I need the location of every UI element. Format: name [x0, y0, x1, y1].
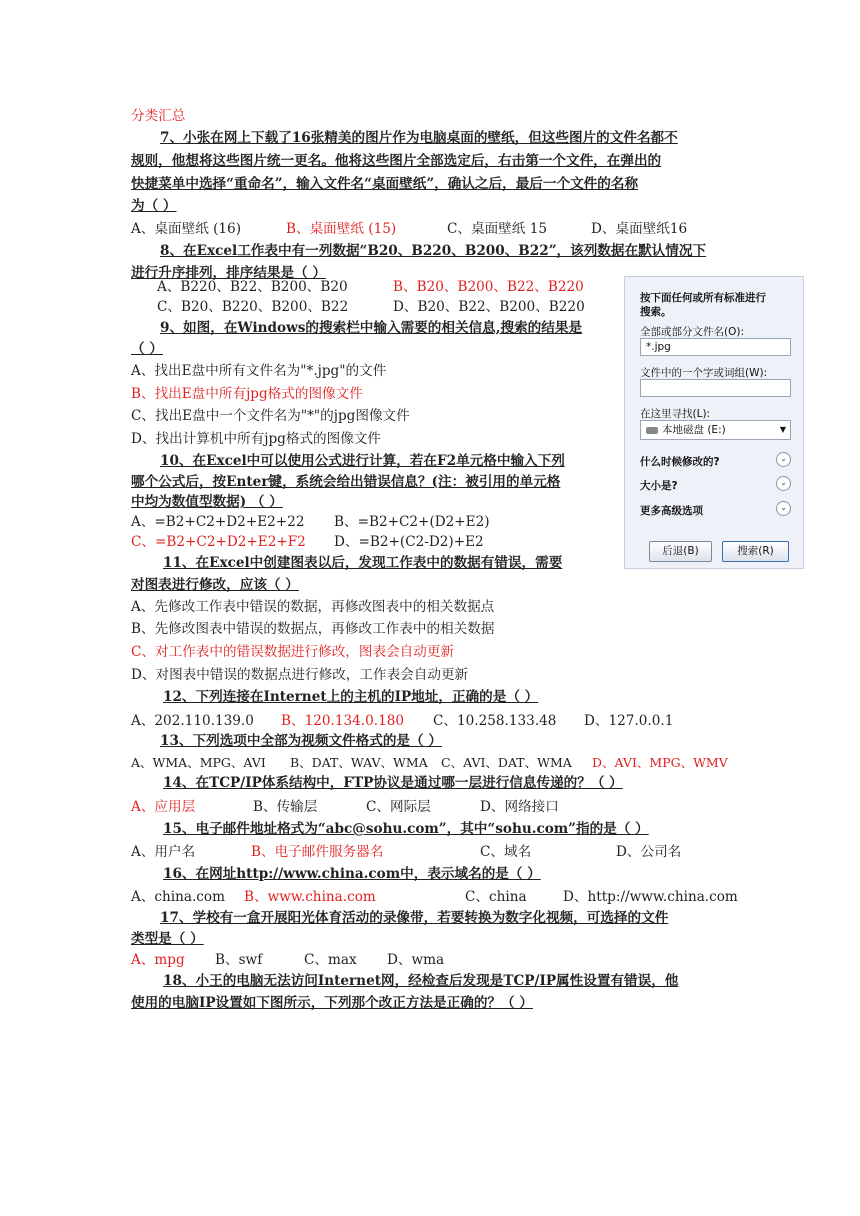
- section-title: 分类汇总: [131, 108, 186, 124]
- option-answer: B、电子邮件服务器名: [251, 844, 384, 860]
- search-panel-heading: [640, 291, 766, 319]
- look-in-label: 在这里寻找(L):: [640, 408, 711, 420]
- option: B、先修改图表中错误的数据点，再修改工作表中的相关数据: [131, 621, 495, 637]
- question-text: 使用的电脑IP设置如下图所示，下列那个改正方法是正确的？（ ）: [131, 995, 533, 1011]
- option: C、china: [465, 889, 527, 905]
- dropdown-arrow-icon[interactable]: ▼: [779, 425, 786, 434]
- filename-label: 全部或部分文件名(O):: [640, 326, 744, 338]
- option: D、对图表中错误的数据点进行修改，工作表会自动更新: [131, 667, 469, 683]
- option: D、=B2+(C2-D2)+E2: [334, 534, 484, 550]
- option: A、202.110.139.0: [131, 713, 254, 729]
- option: C、max: [304, 952, 357, 968]
- option-answer: D、AVI、MPG、WMV: [592, 755, 728, 770]
- option: C、域名: [480, 844, 532, 860]
- advanced-label: 更多高级选项: [640, 505, 703, 517]
- option-answer: C、对工作表中的错误数据进行修改，图表会自动更新: [131, 644, 455, 660]
- option: D、127.0.0.1: [584, 713, 674, 729]
- option: D、B20、B22、B200、B220: [393, 299, 585, 315]
- question-text: 15、电子邮件地址格式为“abc@sohu.com”，其中“sohu.com”指的是（ ）: [163, 821, 649, 837]
- when-modified-row[interactable]: [640, 454, 791, 469]
- heading-line: 按下面任何或所有标准进行: [640, 292, 766, 304]
- size-label: 大小是?: [640, 480, 678, 492]
- option: B、传输层: [253, 799, 318, 815]
- option-answer: B、B20、B200、B22、B220: [393, 279, 584, 295]
- option: A、先修改工作表中错误的数据，再修改图表中的相关数据点: [131, 599, 495, 615]
- search-button[interactable]: 搜索(R): [722, 541, 789, 562]
- question-text: 类型是（ ）: [131, 931, 204, 947]
- option: D、wma: [387, 952, 445, 968]
- option: B、swf: [215, 952, 263, 968]
- question-text: 12、下列连接在Internet上的主机的IP地址，正确的是（ ）: [163, 689, 539, 705]
- option: C、B20、B220、B200、B22: [157, 299, 349, 315]
- back-button[interactable]: 后退(B): [649, 541, 712, 562]
- question-text: 为（ ）: [131, 198, 177, 214]
- option-answer: B、www.china.com: [244, 889, 376, 905]
- option: D、公司名: [616, 844, 682, 860]
- option: C、找出E盘中一个文件名为"*"的jpg图像文件: [131, 408, 410, 424]
- option: B、DAT、WAV、WMA: [290, 755, 428, 770]
- question-text: 16、在网址http://www.china.com中，表示域名的是（ ）: [163, 866, 541, 882]
- question-text: 规则，他想将这些图片统一更名。他将这些图片全部选定后，右击第一个文件，在弹出的: [131, 153, 662, 169]
- option-answer: B、桌面壁纸 (15): [286, 221, 397, 237]
- question-text: 11、在Excel中创建图表以后，发现工作表中的数据有错误，需要: [163, 555, 563, 571]
- option-answer: A、应用层: [131, 799, 196, 815]
- drive-icon: [646, 427, 658, 434]
- option: A、B220、B22、B200、B20: [157, 279, 348, 295]
- expand-chevron-icon[interactable]: ⌄: [776, 476, 791, 491]
- look-in-value: 本地磁盘 (E:): [662, 424, 726, 436]
- option: A、用户名: [131, 844, 196, 860]
- option: A、找出E盘中所有文件名为"*.jpg"的文件: [131, 363, 387, 379]
- option: C、桌面壁纸 15: [447, 221, 547, 237]
- expand-chevron-icon[interactable]: ⌄: [776, 501, 791, 516]
- question-text: 快捷菜单中选择“重命名”，输入文件名“桌面壁纸”，确认之后，最后一个文件的名称: [131, 176, 639, 192]
- option-answer: A、mpg: [131, 952, 185, 968]
- words-label: 文件中的一个字或词组(W):: [640, 367, 768, 379]
- when-modified-label: 什么时候修改的?: [640, 456, 720, 468]
- option: D、桌面壁纸16: [591, 221, 688, 237]
- look-in-select[interactable]: [640, 420, 791, 440]
- option: A、桌面壁纸 (16): [131, 221, 242, 237]
- question-text: 对图表进行修改，应该（ ）: [131, 577, 299, 593]
- expand-chevron-icon[interactable]: ⌄: [776, 452, 791, 467]
- option-answer: C、=B2+C2+D2+E2+F2: [131, 534, 306, 550]
- option: A、WMA、MPG、AVI: [131, 755, 266, 770]
- question-text: 17、学校有一盒开展阳光体育活动的录像带，若要转换为数字化视频，可选择的文件: [160, 910, 669, 926]
- search-panel: [624, 276, 804, 569]
- question-text: 哪个公式后，按Enter键，系统会给出错误信息？(注：被引用的单元格: [131, 474, 561, 490]
- words-input[interactable]: [640, 379, 791, 397]
- question-text: （ ）: [131, 341, 163, 357]
- size-row[interactable]: [640, 478, 791, 493]
- option: D、http://www.china.com: [563, 889, 738, 905]
- question-text: 14、在TCP/IP体系结构中，FTP协议是通过哪一层进行信息传递的？（ ）: [163, 775, 623, 791]
- option: C、AVI、DAT、WMA: [441, 755, 572, 770]
- option: A、=B2+C2+D2+E2+22: [131, 514, 305, 530]
- option-answer: B、找出E盘中所有jpg格式的图像文件: [131, 386, 363, 402]
- question-text: 13、下列选项中全部为视频文件格式的是（ ）: [160, 733, 442, 749]
- heading-line: 搜索。: [640, 306, 672, 318]
- option: B、=B2+C2+(D2+E2): [334, 514, 490, 530]
- option: C、10.258.133.48: [433, 713, 557, 729]
- question-text: 进行升序排列，排序结果是（ ）: [131, 265, 327, 281]
- option: C、网际层: [366, 799, 431, 815]
- advanced-row[interactable]: [640, 503, 791, 518]
- question-text: 8、在Excel工作表中有一列数据“B20、B220、B200、B22”，该列数据在默认情况下: [160, 243, 707, 259]
- question-text: 7、小张在网上下载了16张精美的图片作为电脑桌面的壁纸，但这些图片的文件名都不: [160, 130, 678, 146]
- option-answer: B、120.134.0.180: [281, 713, 405, 729]
- option: A、china.com: [131, 889, 225, 905]
- question-text: 18、小王的电脑无法访问Internet网，经检查后发现是TCP/IP属性设置有错误，他: [163, 973, 679, 989]
- question-text: 10、在Excel中可以使用公式进行计算，若在F2单元格中输入下列: [160, 453, 565, 469]
- question-text: 中均为数值型数据) （ ）: [131, 494, 283, 510]
- option: D、网络接口: [480, 799, 559, 815]
- option: D、找出计算机中所有jpg格式的图像文件: [131, 431, 382, 447]
- question-text: 9、如图，在Windows的搜索栏中输入需要的相关信息,搜索的结果是: [160, 320, 583, 336]
- filename-input[interactable]: *.jpg: [640, 338, 791, 356]
